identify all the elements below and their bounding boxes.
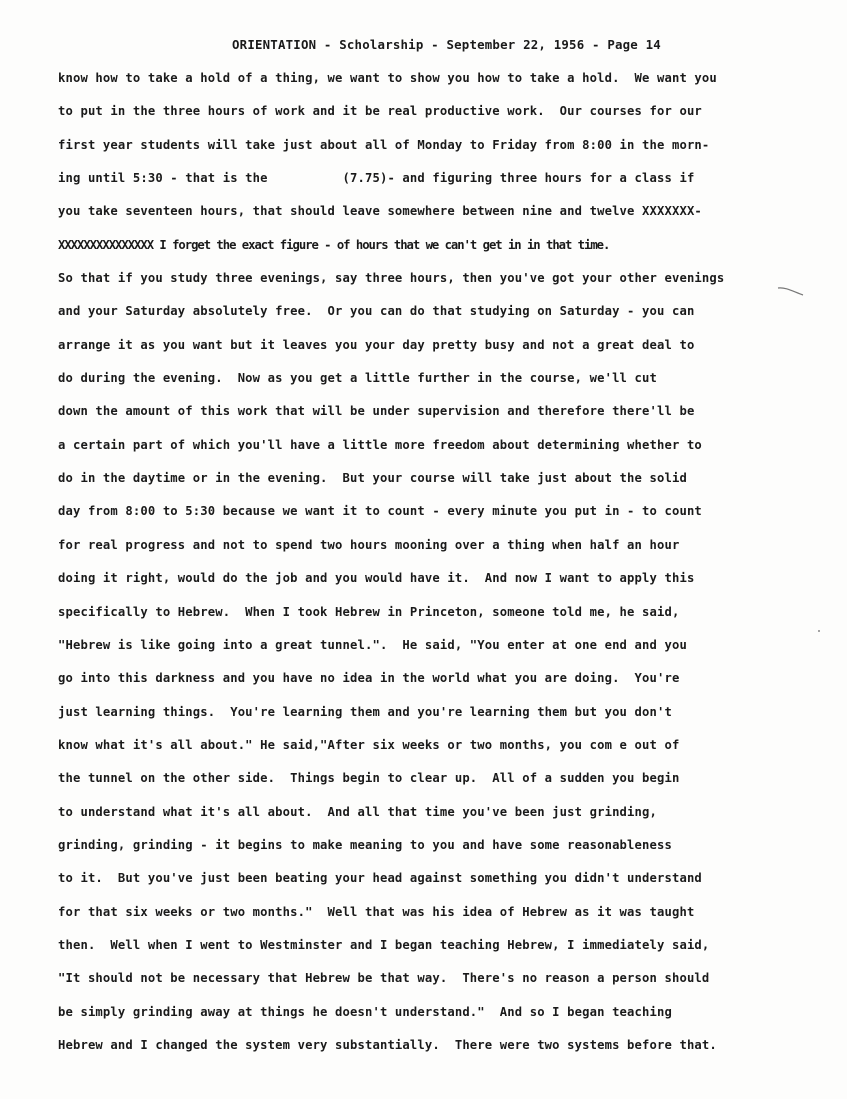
text-line: for real progress and not to spend two hours mooning over a thing when half an hour	[58, 537, 680, 552]
text-line: So that if you study three evenings, say three hours, then you've got your other evenings	[58, 271, 725, 286]
text-line: first year students will take just about all of Monday to Friday from 8:00 in the morn-	[58, 137, 710, 152]
paper-speck	[818, 630, 820, 632]
text-line: know how to take a hold of a thing, we want to show you how to take a hold. We want you	[58, 71, 717, 85]
pencil-mark	[776, 283, 806, 297]
text-line: arrange it as you want but it leaves you your day pretty busy and not a great deal to	[58, 337, 695, 352]
text-line: you take seventeen hours, that should leave somewhere between nine and twelve XXXXXXX-	[58, 204, 702, 219]
text-line: know what it's all about." He said,"After six weeks or two months, you com e out of	[58, 737, 680, 752]
text-line: be simply grinding away at things he doesn't understand." And so I began teaching	[58, 1004, 672, 1019]
text-line: grinding, grinding - it begins to make meaning to you and have some reasonableness	[58, 837, 672, 852]
text-line: ing until 5:30 - that is the (7.75)- and figuring three hours for a class if	[58, 171, 695, 186]
text-line: Hebrew and I changed the system very substantially. There were two systems before that.	[58, 1037, 717, 1052]
text-line: to understand what it's all about. And all that time you've been just grinding,	[58, 804, 657, 819]
text-line: do in the daytime or in the evening. But your course will take just about the solid	[58, 471, 687, 486]
text-line: specifically to Hebrew. When I took Hebrew in Princeton, someone told me, he said,	[58, 604, 680, 619]
text-line: a certain part of which you'll have a little more freedom about determining whether to	[58, 437, 702, 452]
text-line: to put in the three hours of work and it be real productive work. Our courses for our	[58, 104, 702, 119]
text-line: then. Well when I went to Westminster and I began teaching Hebrew, I immediately said,	[58, 937, 710, 952]
text-line: "Hebrew is like going into a great tunnel.". He said, "You enter at one end and you	[58, 637, 687, 652]
text-line: the tunnel on the other side. Things begin to clear up. All of a sudden you begin	[58, 771, 680, 786]
text-line: and your Saturday absolutely free. Or you can do that studying on Saturday - you can	[58, 304, 695, 319]
text-line: do during the evening. Now as you get a little further in the course, we'll cut	[58, 371, 657, 386]
text-line: doing it right, would do the job and you would have it. And now I want to apply this	[58, 571, 695, 586]
text-line: just learning things. You're learning them and you're learning them but you don't	[58, 704, 672, 719]
text-line: down the amount of this work that will be under supervision and therefore there'll be	[58, 404, 695, 419]
text-line: to it. But you've just been beating your head against something you didn't understand	[58, 871, 702, 886]
pencil-stroke-icon	[776, 284, 806, 298]
body-text	[58, 68, 818, 1068]
page-header: ORIENTATION - Scholarship - September 22, 1956 - Page 14	[232, 37, 661, 52]
text-line: for that six weeks or two months." Well that was his idea of Hebrew as it was taught	[58, 904, 695, 919]
text-line: day from 8:00 to 5:30 because we want it to count - every minute you put in - to count	[58, 504, 702, 519]
text-line: XXXXXXXXXXXXXXX I forget the exact figure - of hours that we can't get in in that time.	[58, 237, 610, 252]
text-line: go into this darkness and you have no idea in the world what you are doing. You're	[58, 671, 680, 686]
text-line: "It should not be necessary that Hebrew be that way. There's no reason a person should	[58, 971, 710, 986]
